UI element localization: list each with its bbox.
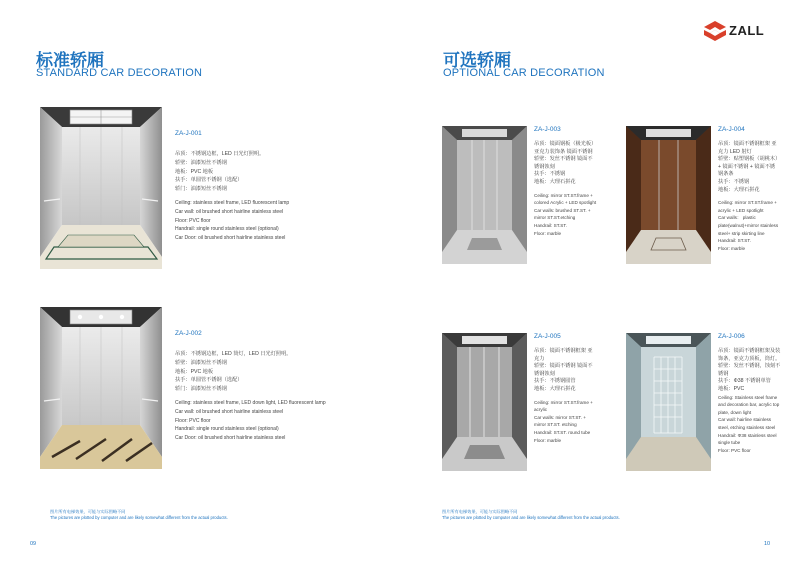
desc-line: 锈钢蚀刻 <box>534 370 555 377</box>
item-code-za-j-002: ZA-J-002 <box>175 330 202 337</box>
right-page-number: 10 <box>764 541 771 547</box>
elevator-image-za-j-002 <box>40 307 162 469</box>
note-cn: 图片所有电梯效果，可能与实际图略不同 <box>50 509 126 514</box>
desc-line: 地板：大理石拼花 <box>534 385 576 392</box>
left-title-cn: 标准轿厢 <box>36 51 104 70</box>
desc-line: 亚克力装饰条 镜面不锈钢 <box>534 148 593 155</box>
desc-line: 克力 LED 射灯 <box>718 148 752 155</box>
note-cn: 图片所有电梯效果，可能与实际图略不同 <box>442 509 518 514</box>
desc-line: Floor: PVC floor <box>718 447 751 453</box>
item-code-za-j-004: ZA-J-004 <box>718 126 745 133</box>
desc-line: Floor: marble <box>534 230 562 236</box>
brand-logo <box>704 20 784 42</box>
desc-line: Handrail: ST.ST. <box>718 238 751 244</box>
elevator-image-za-j-006 <box>626 333 711 471</box>
right-title-en: OPTIONAL CAR DECORATION <box>443 67 605 79</box>
desc-line: Car Door: oil brushed short hairline stainless steel <box>175 235 286 242</box>
desc-line: Handrail: ST.ST. round tube <box>534 429 591 435</box>
desc-line: mirror ST.ST. etching <box>534 422 577 428</box>
desc-line: 轿门：油漆短丝不锈钢 <box>175 186 227 193</box>
desc-line: Floor: marble <box>718 245 746 251</box>
desc-line: + 镜面不锈钢 + 镜面不锈 <box>718 163 776 170</box>
desc-line: 轿壁：发丝不锈钢，蚀刻不 <box>718 363 781 370</box>
desc-line: Ceiling: stainless steel frame, LED down light, LED fluorescent lamp <box>175 399 326 406</box>
right-footnote <box>442 509 620 521</box>
desc-line: Car wall: oil brushed short hairline stainless steel <box>175 208 284 215</box>
desc-line: Car Door: oil brushed short hairline stainless steel <box>175 435 286 442</box>
desc-line: 轿壁：油漆短丝不锈钢 <box>175 359 227 366</box>
desc-line: 轿壁：镜面不锈钢 镜面不 <box>534 363 593 370</box>
desc-line: Ceiling: Stainless steel frame <box>718 394 778 400</box>
desc-line: 克力 <box>534 355 545 362</box>
item-code-za-j-006: ZA-J-006 <box>718 333 745 340</box>
desc-line: 地板：PVC 地板 <box>175 368 214 375</box>
desc-line: 锈钢蚀刻 <box>534 163 555 170</box>
note-en: The pictures are plotted by computer and are likely somewhat different from the actual products. <box>442 515 620 520</box>
desc-line: 扶手：单圆管不锈钢（选配） <box>175 177 243 184</box>
desc-line: steel+ strip skirting line <box>718 230 765 236</box>
desc-line: 钢条条 <box>718 171 734 178</box>
desc-line: Ceiling: stainless steel frame, LED fluorescent lamp <box>175 199 290 206</box>
elevator-image-za-j-003 <box>442 126 527 264</box>
desc-line: 吊顶：镜面不锈钢框架 亚 <box>534 348 593 354</box>
desc-line: 吊顶：镜面钢板（极光板） <box>534 141 597 147</box>
elevator-image-za-j-005 <box>442 333 527 471</box>
item-desc-za-j-004 <box>718 141 780 252</box>
desc-line: 地板：PVC 地板 <box>175 168 214 175</box>
desc-line: Car wall: hairline stainless <box>718 417 772 423</box>
desc-line: 轿门：油漆短丝不锈钢 <box>175 386 227 393</box>
desc-line: Car walls： plastic <box>718 215 756 221</box>
desc-line: Ceiling: mirror ST.ST.frame + <box>534 192 593 198</box>
desc-line: 吊顶：镜面不锈钢框架 亚 <box>718 141 777 147</box>
item-desc-za-j-001 <box>175 150 289 243</box>
desc-line: 轿壁：油漆短丝不锈钢 <box>175 159 227 166</box>
desc-line: mirror ST.ST.etching <box>534 215 576 221</box>
desc-line: Handrail: single round stainless steel (optional) <box>175 226 279 233</box>
item-code-za-j-001: ZA-J-001 <box>175 130 202 137</box>
note-en: The pictures are plotted by computer and are likely somewhat different from the actual products. <box>50 515 228 520</box>
desc-line: plate(walnut)+mirror stainless <box>718 222 779 228</box>
desc-line: Ceiling: mirror ST.ST.frame + <box>718 200 777 206</box>
desc-line: 吊顶：不锈钢边框，LED 日光灯照明。 <box>175 151 265 157</box>
desc-line: Handrail: ST.ST. <box>534 222 567 228</box>
left-footnote <box>50 509 228 521</box>
desc-line: and decoration bar, acrylic top <box>718 402 780 408</box>
desc-line: Ceiling: mirror ST.ST.frame + <box>534 399 593 405</box>
desc-line: Car wall: oil brushed short hairline stainless steel <box>175 408 284 415</box>
desc-line: acrylic <box>534 407 548 413</box>
right-title-cn: 可选轿厢 <box>443 51 511 70</box>
desc-line: Handrail: Φ38 stainless steel <box>718 432 777 438</box>
desc-line: 地板：PVC <box>718 385 745 392</box>
desc-line: Floor: PVC floor <box>175 217 211 224</box>
desc-line: 饰条，亚克力顶板，筒灯。 <box>718 355 781 362</box>
desc-line: 锈钢 <box>718 370 729 377</box>
desc-line: 地板：大理石拼花 <box>718 186 760 193</box>
desc-line: steel, etching stainless steel <box>718 424 776 430</box>
desc-line: 轿壁：发丝不锈钢 镜面不 <box>534 156 593 163</box>
desc-line: acrylic + LED spotlight <box>718 207 764 213</box>
left-title-en: STANDARD CAR DECORATION <box>36 67 203 79</box>
zall-logo-icon <box>704 21 726 41</box>
desc-line: 吊顶：不锈钢边框，LED 筒灯，LED 日光灯照明。 <box>175 351 292 357</box>
desc-line: Car walls: mirror ST.ST. + <box>534 414 586 420</box>
item-desc-za-j-006 <box>718 348 780 454</box>
desc-line: Floor: PVC floor <box>175 417 211 424</box>
desc-line: 扶手：不锈钢 <box>534 171 566 178</box>
item-code-za-j-003: ZA-J-003 <box>534 126 561 133</box>
desc-line: Handrail: single round stainless steel (optional) <box>175 426 279 433</box>
item-desc-za-j-002 <box>175 350 326 443</box>
desc-line: Car walls: brushed ST.ST. + <box>534 207 591 213</box>
item-desc-za-j-005 <box>534 348 593 444</box>
desc-line: Floor: marble <box>534 437 562 443</box>
item-desc-za-j-003 <box>534 141 596 237</box>
desc-line: 扶手：不锈钢圆管 <box>534 378 576 385</box>
desc-line: single tube <box>718 440 741 446</box>
desc-line: colored Acrylic + LED spotlight <box>534 200 597 206</box>
left-page-number: 09 <box>30 541 37 547</box>
desc-line: plate, down light <box>718 409 752 415</box>
desc-line: 扶手：Φ38 不锈钢单管 <box>718 378 771 385</box>
desc-line: 地板：大理石拼花 <box>534 178 576 185</box>
desc-line: 轿壁：贴塑钢板（胡桃木） <box>718 156 781 163</box>
elevator-image-za-j-004 <box>626 126 711 264</box>
desc-line: 扶手：不锈钢 <box>718 178 750 185</box>
brand-name: ZALL <box>729 23 765 38</box>
desc-line: 吊顶：镜面不锈钢框架及装 <box>718 348 781 354</box>
desc-line: 扶手：单圆管不锈钢（选配） <box>175 377 243 384</box>
elevator-image-za-j-001 <box>40 107 162 269</box>
item-code-za-j-005: ZA-J-005 <box>534 333 561 340</box>
